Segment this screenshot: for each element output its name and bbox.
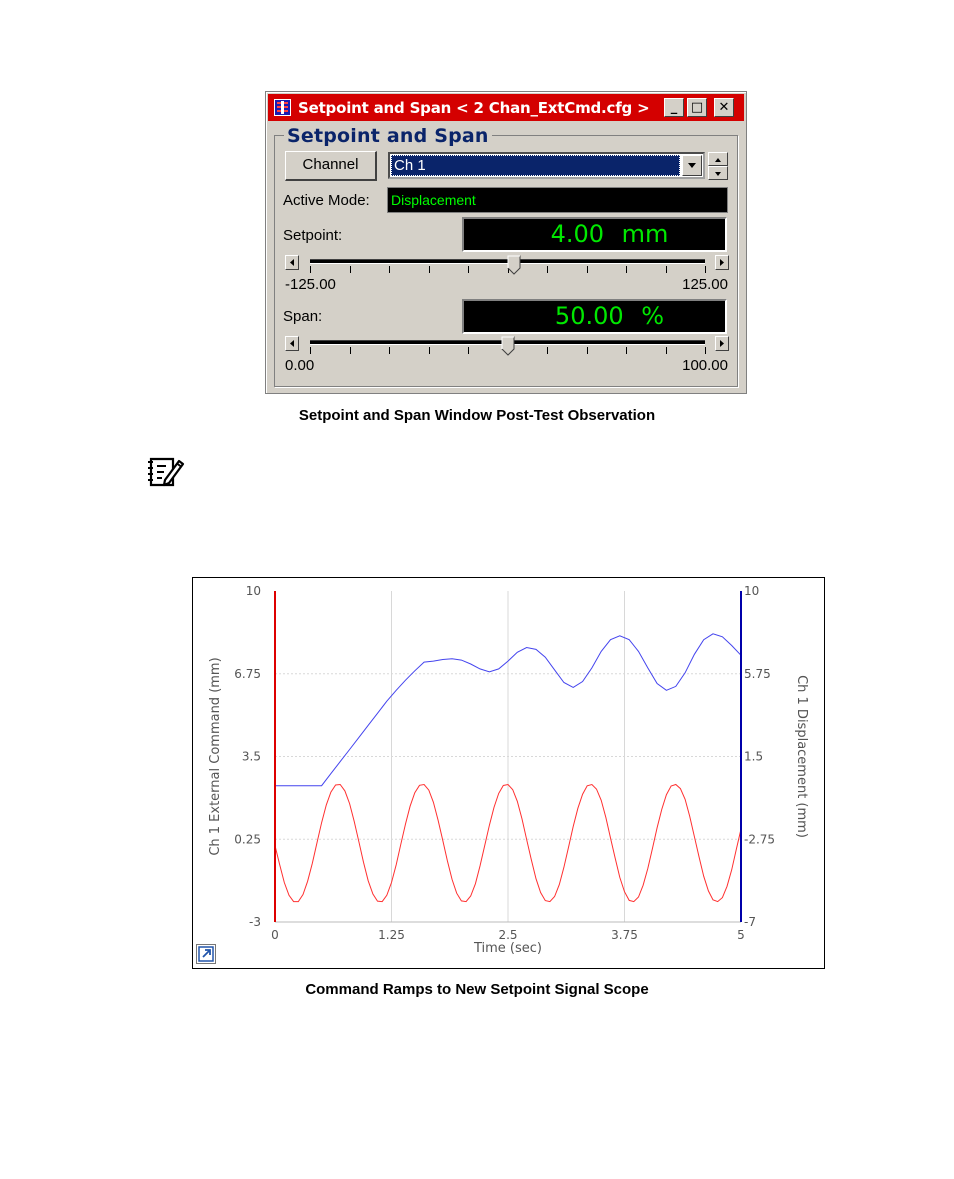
active-mode-label: Active Mode: — [283, 192, 370, 209]
popout-button[interactable] — [196, 944, 216, 964]
x-axis-title: Time (sec) — [473, 941, 543, 956]
span-label: Span: — [283, 308, 323, 325]
channel-select[interactable] — [388, 152, 705, 179]
title-bar[interactable] — [268, 94, 744, 121]
x-tick-label: 5 — [737, 928, 745, 942]
span-slider[interactable] — [285, 336, 729, 356]
group-title: Setpoint and Span — [284, 125, 492, 147]
slider-left-button[interactable] — [285, 336, 299, 351]
minimize-button[interactable] — [664, 98, 684, 117]
arrow-left-icon — [286, 256, 298, 269]
span-max-label: 100.00 — [682, 357, 728, 374]
slider-tick — [666, 266, 667, 273]
signal-scope — [192, 577, 825, 969]
arrow-left-icon — [286, 337, 298, 350]
scope-chart — [193, 578, 824, 968]
right-tick-label: 5.75 — [744, 666, 771, 681]
slider-tick — [705, 347, 706, 354]
slider-left-button[interactable] — [285, 255, 299, 270]
setpoint-span-window — [265, 91, 747, 394]
window-title: Setpoint and Span < 2 Chan_ExtCmd.cfg > — [298, 99, 650, 117]
slider-tick — [350, 266, 351, 273]
dropdown-button[interactable] — [682, 155, 702, 176]
slider-tick — [705, 266, 706, 273]
slider-tick — [626, 266, 627, 273]
right-tick-label: 1.5 — [744, 749, 764, 764]
left-tick-label: 6.75 — [234, 666, 261, 681]
span-display: 50.00 % — [462, 299, 727, 334]
slider-tick — [547, 347, 548, 354]
slider-tick — [389, 266, 390, 273]
channel-spinner[interactable] — [708, 152, 728, 181]
slider-tick — [468, 347, 469, 354]
slider-tick — [626, 347, 627, 354]
app-icon — [274, 99, 291, 116]
slider-tick — [666, 347, 667, 354]
x-tick-label: 0 — [271, 928, 279, 942]
figure-caption-scope: Command Ramps to New Setpoint Signal Scope — [305, 981, 649, 998]
slider-thumb[interactable] — [507, 255, 521, 275]
slider-tick — [350, 347, 351, 354]
figure-caption-window: Setpoint and Span Window Post-Test Observation — [298, 407, 656, 424]
left-tick-label: 3.5 — [241, 749, 261, 764]
x-tick-label: 2.5 — [498, 928, 518, 942]
slider-tick — [389, 347, 390, 354]
right-axis-title: Ch 1 Displacement (mm) — [794, 675, 809, 838]
slider-tick — [547, 266, 548, 273]
slider-tick — [429, 266, 430, 273]
slider-right-button[interactable] — [715, 336, 729, 351]
popout-icon — [197, 945, 215, 963]
note-pencil-icon — [146, 453, 186, 489]
slider-tick — [468, 266, 469, 273]
x-tick-label: 1.25 — [378, 928, 405, 942]
right-tick-label: -7 — [744, 915, 756, 929]
close-icon: ✕ — [718, 100, 730, 115]
active-mode-value: Displacement — [387, 187, 728, 213]
slider-tick — [587, 347, 588, 354]
arrow-right-icon — [716, 256, 728, 269]
right-tick-label: -2.75 — [744, 832, 776, 847]
spin-up-button[interactable] — [708, 152, 728, 166]
maximize-icon: □ — [690, 100, 704, 115]
slider-tick — [587, 266, 588, 273]
setpoint-label: Setpoint: — [283, 227, 343, 244]
close-button[interactable] — [714, 98, 734, 117]
setpoint-display: 4.00 mm — [462, 217, 727, 252]
setpoint-min-label: -125.00 — [285, 276, 336, 293]
chevron-down-icon — [683, 156, 701, 175]
slider-tick — [310, 347, 311, 354]
left-tick-label: -3 — [249, 915, 261, 929]
maximize-button[interactable] — [687, 98, 707, 117]
left-axis-title: Ch 1 External Command (mm) — [208, 657, 223, 856]
right-tick-label: 10 — [744, 584, 760, 598]
span-min-label: 0.00 — [285, 357, 315, 374]
slider-thumb[interactable] — [501, 336, 515, 356]
setpoint-max-label: 125.00 — [682, 276, 728, 293]
slider-tick — [429, 347, 430, 354]
left-tick-label: 0.25 — [234, 832, 261, 847]
channel-selected-value: Ch 1 — [391, 155, 680, 176]
arrow-right-icon — [716, 337, 728, 350]
slider-tick — [310, 266, 311, 273]
arrow-up-icon — [709, 154, 727, 166]
x-tick-label: 3.75 — [611, 928, 638, 942]
minimize-icon: _ — [670, 100, 678, 115]
left-tick-label: 10 — [245, 584, 261, 598]
slider-right-button[interactable] — [715, 255, 729, 270]
setpoint-slider[interactable] — [285, 255, 729, 275]
spin-down-button[interactable] — [708, 166, 728, 180]
arrow-down-icon — [709, 168, 727, 180]
channel-button[interactable]: Channel — [285, 151, 377, 181]
